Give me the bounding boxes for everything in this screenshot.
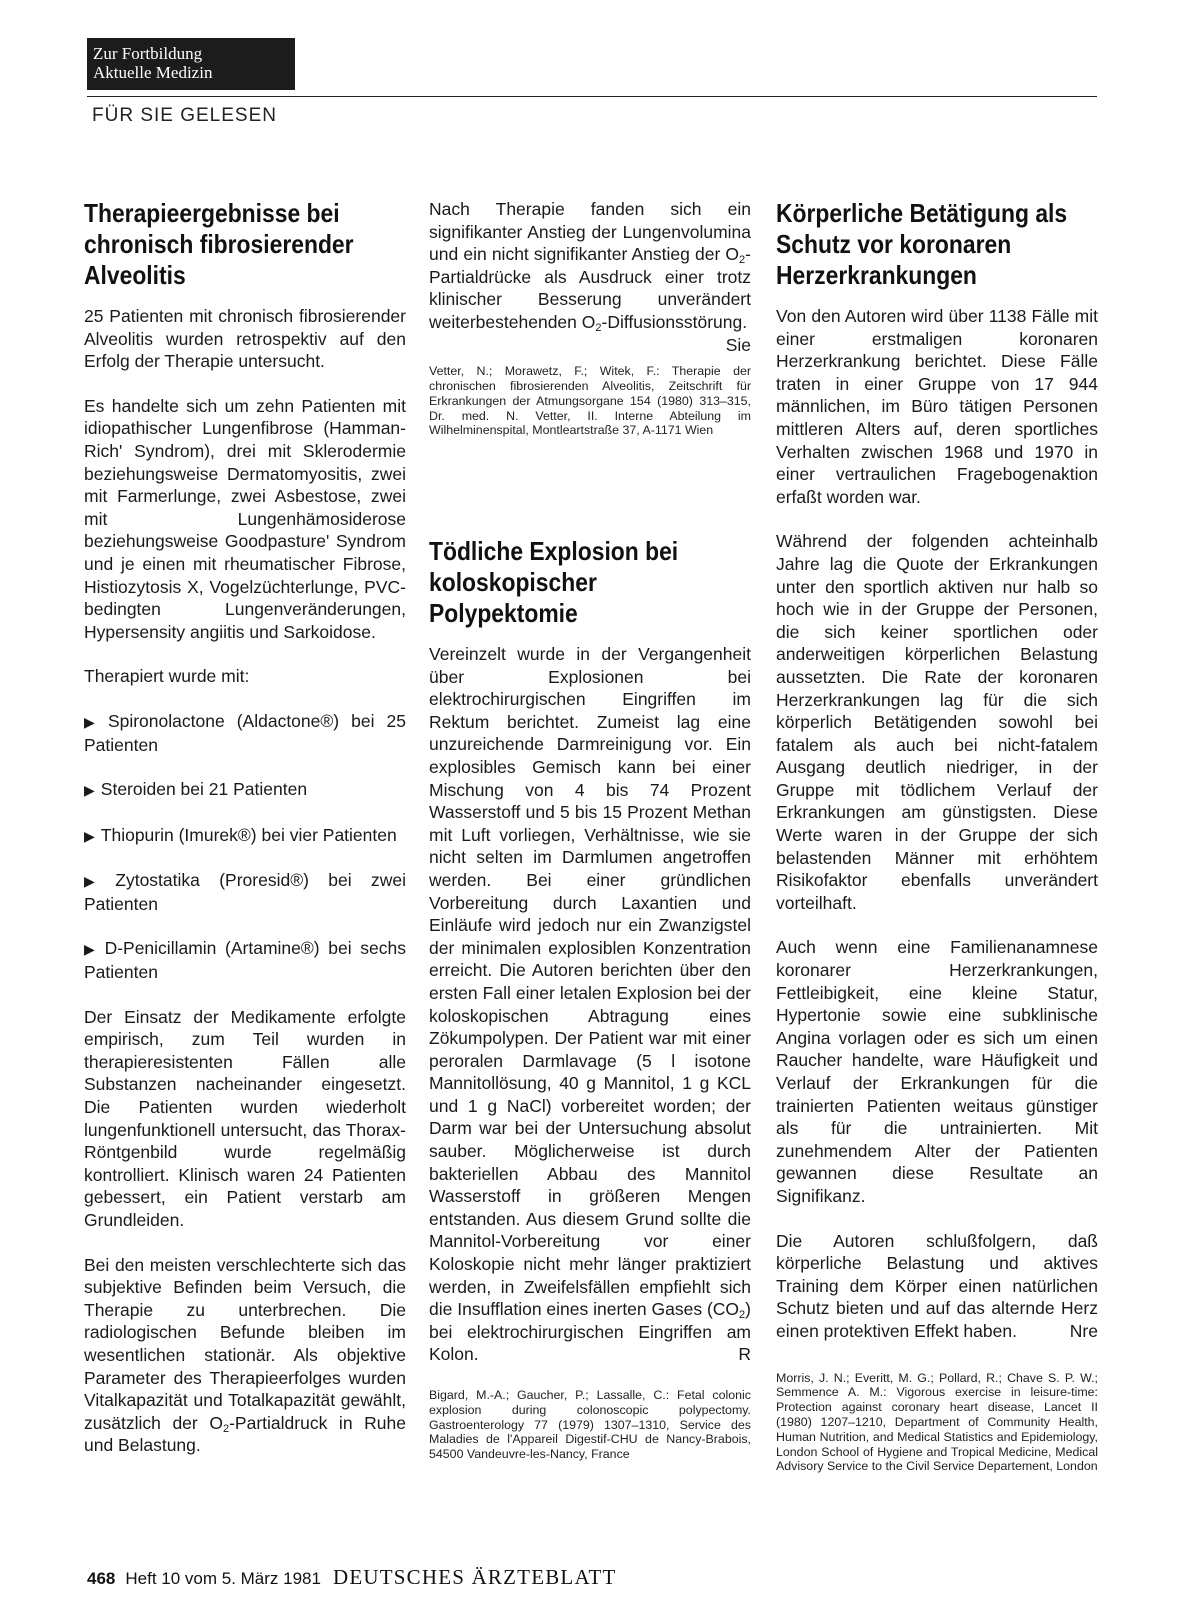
text-run: Die Autoren schlußfolgern, daß körperliche Belastung und aktives Training dem Körper einen natürlichen Schutz bieten und auf das alternde Herz einen protektiven Effekt haben.	[776, 1230, 1098, 1341]
header-rule	[87, 96, 1097, 97]
article3-paragraph: Auch wenn eine Familienanamnese koronarer Herzerkrankungen, Fettleibigkeit, eine kleine Statur, Hypertonie sowie eine subklinische Angina vorlagen oder es sich um einen Raucher handelte, ware Häufigkeit und Verlauf der Erkrankungen für die trainierten Patienten weitaus günstiger als für die untrainierten. Mit zunehmendem Alter der Patienten gewannen diese Resultate an Signifikanz.	[776, 937, 1098, 1206]
badge-line-1: Zur Fortbildung	[93, 44, 203, 63]
article1-paragraph	[429, 198, 751, 355]
column-3	[776, 198, 1098, 1474]
article2-reference: Bigard, M.-A.; Gaucher, P.; Lassalle, C.: Fetal colonic explosion during colonoscopic polypectomy. Gastroenterology 77 (1979) 1307–1310, Service des Maladies de l'Appareil Digestif-CHU de Nancy-Brabois, 54500 Vandeuvre-les-Nancy, France	[429, 1388, 751, 1462]
article3-reference: Morris, J. N.; Everitt, M. G.; Pollard, R.; Chave S. P. W.; Semmence A. M.: Vigorous exercise in leisure-time: Protection against coronary heart disease, Lancet II (1980) 1207–1210, Department of Community Health, Human Nutrition, and Medical Statistics and Epidemiology, London School of Hygiene and Tropical Medicine, Medical Advisory Service to the Civil Service Departement, London	[776, 1370, 1098, 1474]
therapy-list-item	[84, 869, 406, 915]
therapy-list-item	[84, 824, 406, 848]
article1-reference: Vetter, N.; Morawetz, F.; Witek, F.: Therapie der chronischen fibrosierenden Alveolitis, Zeitschrift für Erkrankungen der Atmungsorgane 154 (1980) 313–315, Dr. med. N. Vetter, II. Interne Abteilung im Wilhelminenspital, Montleartstraße 37, A-1171 Wien	[429, 364, 751, 438]
triangle-bullet-icon: ▶	[84, 782, 95, 799]
author-signature: Sie	[725, 334, 751, 355]
subscript: 2	[739, 1309, 746, 1322]
page-number: 468	[87, 1569, 116, 1588]
article2-paragraph	[429, 643, 751, 1366]
article2-title: Tödliche Explosion bei koloskopischer Polypektomie	[429, 536, 679, 628]
text-run: Bei den meisten verschlechterte sich das subjektive Befinden beim Versuch, die Therapie zu unterbrechen. Die radiologischen Befunde bleiben im wesentlichen stationär. Als objektive Parameter des Therapieerfolges wurden Vitalkapazität und Totalkapazität gewählt, zusätzlich der O	[84, 1254, 406, 1433]
article1-paragraph: Therapiert wurde mit:	[84, 666, 250, 687]
journal-name: DEUTSCHES ÄRZTEBLATT	[332, 1565, 617, 1589]
article1-paragraph: Es handelte sich um zehn Patienten mit idiopathischer Lungenfibrose (Hamman-Rich' Syndrom), drei mit Sklerodermie beziehungsweise Dermatomyositis, zwei mit Farmerlunge, zwei Asbestose, zwei mit Lungenhämosiderose beziehungsweise Goodpasture' Syndrom und je einen mit rheumatischer Fibrose, Histiozytosis X, Vogelzüchterlunge, PVC-bedingten Lungenveränderungen, Hypersensity angiitis und Sarkoidose.	[84, 395, 406, 642]
issue-info: Heft 10 vom 5. März 1981	[125, 1569, 321, 1588]
text-run: Vereinzelt wurde in der Vergangenheit über Explosionen bei elektrochirurgischen Eingriffen im Rektum berichtet. Zumeist lag eine unzureichende Darmreinigung vor. Ein explosibles Gemisch kann bei einer Mischung von 4 bis 74 Prozent Wasserstoff und 5 bis 15 Prozent Methan mit Luft vorliegen, Verhältnisse, wie sie nicht selten im Darmlumen angetroffen werden. Bei einer gründlichen Vorbereitung durch Laxantien und Einläufe wird jedoch nur ein Zwanzigstel der minimalen explosiblen Konzentration erreicht. Die Autoren berichten über den ersten Fall einer letalen Explosion bei der koloskopischen Abtragung eines Zökumpolypen. Der Patient war mit einer peroralen Darmlavage (5 l isotone Mannitollösung, 40 g Mannitol, 1 g KCL und 1 g NaCl) vorbereitet worden; der Darm war bei der Untersuchung absolut sauber. Möglicherweise ist durch bakteriellen Abbau des Mannitol Wasserstoff in größeren Mengen entstanden. Aus diesem Grund sollte die Mannitol-Vorbereitung vor einer Koloskopie nicht mehr länger praktiziert werden, in Zweifelsfällen empfiehlt sich die Insufflation eines inerten Gases (CO	[429, 644, 751, 1320]
subscript: 2	[739, 254, 746, 267]
text-run: -Diffusionsstörung.	[601, 311, 748, 332]
article1-paragraph: 25 Patienten mit chronisch fibrosierender Alveolitis wurden retrospektiv auf den Erfolg der Therapie untersucht.	[84, 306, 406, 372]
subscript: 2	[222, 1422, 230, 1435]
column-1	[84, 198, 406, 1479]
therapy-list-item	[84, 710, 406, 756]
triangle-bullet-icon: ▶	[84, 941, 99, 958]
therapy-text: Zytostatika (Proresid®) bei zwei Patienten	[84, 870, 406, 914]
therapy-text: Spironolactone (Aldactone®) bei 25 Patienten	[84, 710, 406, 755]
article3-paragraph: Von den Autoren wird über 1138 Fälle mit einer erstmaligen koronaren Herzerkrankung berichtet. Diese Fälle traten in einer Gruppe von 17 944 männlichen, im Büro tätigen Personen mittleren Alters auf, deren sportliches Verhalten zwischen 1968 und 1970 in einer vertraulichen Fragebogenaktion erfaßt worden war.	[776, 306, 1098, 507]
therapy-list-item	[84, 937, 406, 983]
triangle-bullet-icon: ▶	[84, 713, 102, 730]
article3-paragraph	[776, 1230, 1098, 1343]
author-signature: Nre	[1069, 1320, 1098, 1341]
therapy-text: Thiopurin (Imurek®) bei vier Patienten	[100, 824, 397, 845]
article1-paragraph: Der Einsatz der Medikamente erfolgte empirisch, zum Teil wurden in therapieresistenten Fällen alle Substanzen nacheinander eingesetzt. Die Patienten wurden wiederholt lungenfunktionell untersucht, das Thorax-Röntgenbild wurde regelmäßig kontrolliert. Klinisch waren 24 Patienten gebessert, ein Patient verstarb am Grundleiden.	[84, 1006, 406, 1230]
badge-line-2: Aktuelle Medizin	[93, 63, 213, 82]
text-run: -Partialdruck in Ruhe und Belastung.	[84, 1412, 406, 1456]
therapy-list-item	[84, 778, 406, 802]
therapy-text: Steroiden bei 21 Patienten	[100, 779, 308, 800]
section-label: FÜR SIE GELESEN	[92, 105, 277, 126]
triangle-bullet-icon: ▶	[84, 873, 110, 890]
article1-paragraph	[84, 1254, 406, 1457]
column-2-top	[429, 198, 751, 438]
article3-title: Körperliche Betätigung als Schutz vor koronaren Herzerkrankungen	[776, 198, 1068, 290]
triangle-bullet-icon: ▶	[84, 827, 95, 844]
text-run: ) bei elektrochirurgischen Eingriffen am Kolon.	[429, 1299, 751, 1365]
text-run: -Partialdrücke als Ausdruck einer trotz klinischer Besserung unverändert weiterbestehenden O	[429, 244, 751, 332]
series-badge	[87, 38, 295, 90]
author-signature: R	[738, 1344, 751, 1365]
text-run: Nach Therapie fanden sich ein signifikanter Anstieg der Lungenvolumina und ein nicht signifikanter Anstieg der O	[429, 199, 751, 265]
column-2-bottom	[429, 536, 751, 1462]
article1-title: Therapieergebnisse bei chronisch fibrosierender Alveolitis	[84, 198, 354, 290]
article3-paragraph: Während der folgenden achteinhalb Jahre lag die Quote der Erkrankungen unter den sportlich aktiven nur halb so hoch wie in der Gruppe der Personen, die sich keiner sportlichen oder anderweitigen körperlichen Belastung aussetzten. Die Rate der koronaren Herzerkrankungen lag für die sich körperlich Betätigenden sowohl bei fatalem als auch bei nicht-fatalem Ausgang deutlich niedriger, in der Gruppe mit tödlichem Verlauf der Erkrankungen am günstigsten. Diese Werte waren in der Gruppe der sich belastenden Männer mit erhöhtem Risikofaktor ebenfalls unverändert vorteilhaft.	[776, 531, 1098, 913]
therapy-text: D-Penicillamin (Artamine®) bei sechs Patienten	[84, 938, 406, 983]
page-footer	[87, 1565, 617, 1590]
subscript: 2	[595, 321, 602, 334]
